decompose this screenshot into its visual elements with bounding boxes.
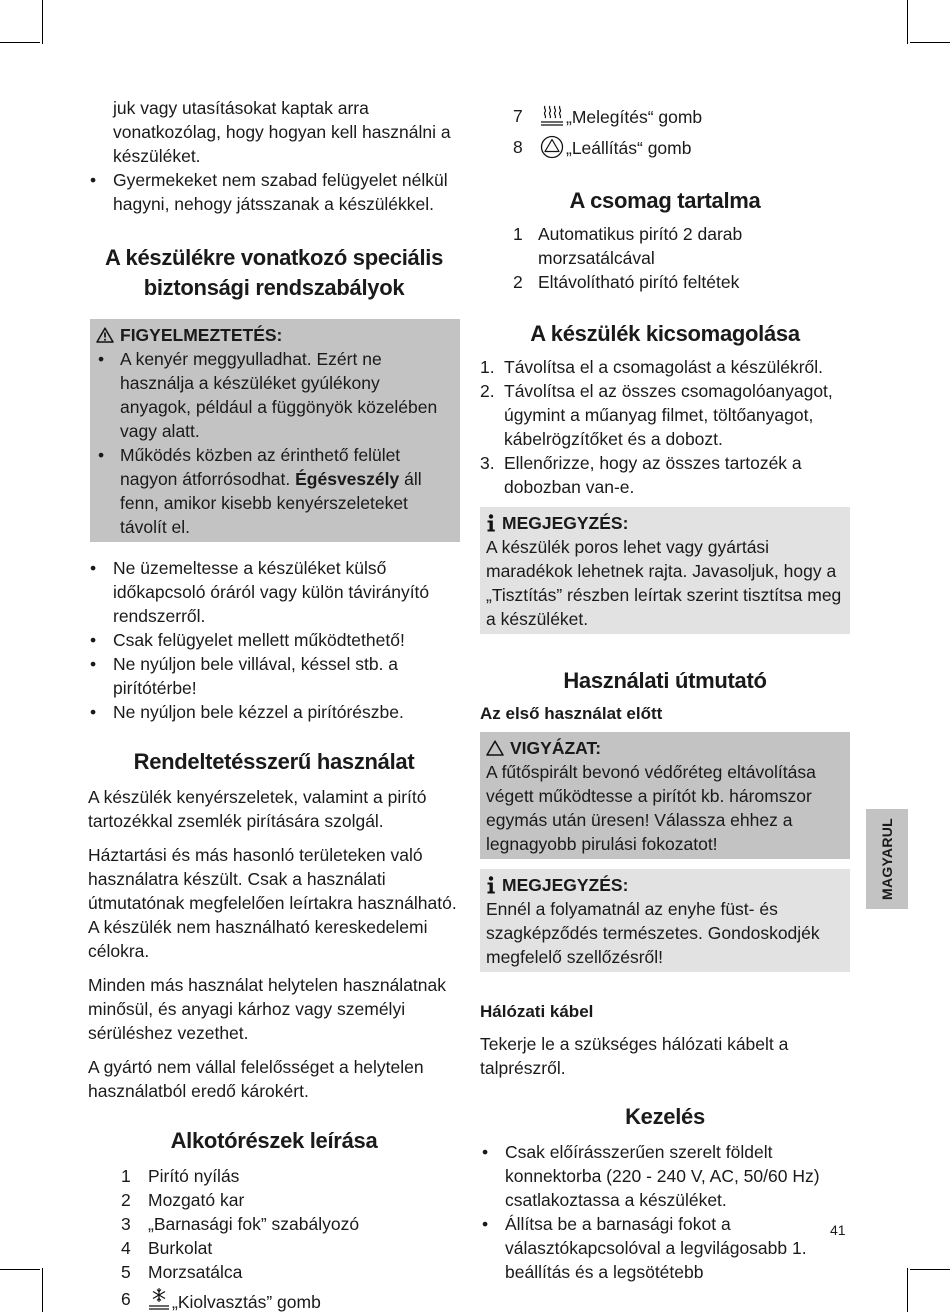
item-number: 2	[121, 1190, 131, 1210]
list-item	[480, 270, 850, 294]
defrost-icon	[148, 1287, 170, 1313]
list-item	[480, 104, 850, 129]
unpack-heading: A készülék kicsomagolása	[530, 321, 800, 346]
list-item	[480, 135, 850, 160]
burn-hazard-text: Égésveszély	[295, 469, 400, 489]
item-label: Burkolat	[148, 1238, 213, 1258]
crop-mark	[42, 0, 43, 44]
safety-heading-line2: biztonsági rendszabályok	[143, 275, 405, 300]
item-label: „Kiolvasztás” gomb	[172, 1292, 321, 1312]
warning-triangle-icon	[96, 327, 114, 343]
instructions-heading: Használati útmutató	[563, 668, 767, 693]
item-number: 8	[513, 137, 523, 157]
item-label: Eltávolítható pirító feltétek	[538, 272, 740, 292]
cable-text: Tekerje le a szükséges hálózati kábelt a talprészről.	[480, 1034, 789, 1078]
item-label: „Barnasági fok” szabályozó	[148, 1214, 360, 1234]
list-item: • Ne nyúljon bele kézzel a pirítórészbe.	[88, 700, 460, 724]
list-item: • Csak előírásszerűen szerelt földelt konnektorba (220 - 240 V, AC, 50/60 Hz) csatlakoztassa a készüléket.	[480, 1140, 850, 1212]
usage-paragraph: A gyártó nem vállal felelősséget a helytelen használatból eredő károkért.	[88, 1057, 424, 1101]
warning-text: Működés közben az érinthető felület nagyon átforrósodhat.	[120, 445, 401, 489]
list-item: • Csak felügyelet mellett működtethető!	[88, 628, 460, 652]
parts-heading: Alkotórészek leírása	[170, 1128, 378, 1153]
unpack-steps	[480, 355, 850, 499]
item-number: 3	[121, 1214, 131, 1234]
first-use-heading: Az első használat előtt	[480, 704, 663, 723]
list-item	[88, 1188, 460, 1212]
caution-text: A fűtőspirált bevonó védőréteg eltávolítása végett működtesse a pirítót kb. háromszor egymás után üresen! Válassza ehhez a legnagyobb pirulási fokozatot!	[486, 762, 816, 854]
list-item	[480, 355, 850, 379]
usage-paragraph: A készülék kenyérszeletek, valamint a pirító tartozékkal zsemlék pirítására szolgál.	[88, 787, 427, 831]
list-item	[96, 443, 454, 539]
note-box	[480, 869, 850, 972]
operation-heading: Kezelés	[625, 1104, 705, 1129]
list-item: • Gyermekeket nem szabad felügyelet nélkül hagyni, nehogy játsszanak a készülékkel.	[88, 168, 460, 216]
info-icon	[486, 876, 496, 894]
list-item: • Ne üzemeltesse a készüléket külső időkapcsoló óráról vagy külön távirányító rendszerről.	[88, 556, 460, 628]
list-item: • Ne nyúljon bele villával, késsel stb. a pirítótérbe!	[88, 652, 460, 700]
note-box	[480, 507, 850, 634]
safety-heading	[88, 243, 460, 303]
language-tab	[866, 809, 908, 909]
list-item	[88, 1260, 460, 1284]
info-icon	[486, 514, 496, 532]
item-number: 4	[121, 1238, 131, 1258]
item-label: „Leállítás“ gomb	[566, 138, 692, 158]
safety-bullets	[88, 556, 460, 724]
step-number: 2.	[480, 381, 495, 401]
note-text: Ennél a folyamatnál az enyhe füst- és szagképződés természetes. Gondoskodjék megfelelő szellőzésről!	[486, 899, 820, 967]
item-label: Pirító nyílás	[148, 1166, 240, 1186]
crop-mark	[0, 1269, 40, 1270]
item-number: 2	[513, 272, 523, 292]
page-number: 41	[830, 1222, 846, 1238]
list-item	[88, 1212, 460, 1236]
crop-mark	[907, 1268, 908, 1312]
list-item: • Állítsa be a barnasági fokot a választókapcsolóval a legvilágosabb 1. beállítás és a legsötétebb	[480, 1212, 850, 1284]
item-label: Automatikus pirító 2 darab morzsatálcával	[538, 224, 743, 268]
list-item	[480, 379, 850, 451]
parts-list	[88, 1164, 460, 1314]
package-heading: A csomag tartalma	[569, 188, 761, 213]
right-column	[480, 104, 850, 1284]
item-number: 5	[121, 1262, 131, 1282]
list-item: • A kenyér meggyulladhat. Ezért ne használja a készüléket gyúlékony anyagok, például a függönyök közelében vagy alatt.	[96, 347, 454, 443]
language-tab-label: MAGYARUL	[879, 818, 895, 900]
list-item	[88, 1164, 460, 1188]
caution-box	[480, 732, 850, 859]
crop-mark	[42, 1268, 43, 1312]
intro-bullets	[88, 168, 460, 216]
stop-icon	[540, 135, 564, 159]
list-item	[480, 222, 850, 270]
usage-heading: Rendeltetésszerű használat	[133, 749, 415, 774]
crop-mark	[910, 1269, 950, 1270]
parts-list-continued	[480, 104, 850, 160]
item-number: 1	[513, 224, 523, 244]
note-title	[486, 511, 844, 535]
warning-title-text: FIGYELMEZTETÉS:	[120, 325, 283, 345]
left-column	[88, 96, 460, 1314]
caution-title	[486, 736, 844, 760]
usage-paragraph: Minden más használat helytelen használatnak minősül, és anyagi kárhoz vagy személyi sérüléshez vezethet.	[88, 975, 446, 1043]
reheat-icon	[540, 104, 564, 128]
note-title	[486, 873, 844, 897]
warning-box	[90, 319, 460, 542]
intro-continuation: juk vagy utasításokat kaptak arra vonatkozólag, hogy hogyan kell használni a készüléket.	[113, 98, 451, 166]
crop-mark	[0, 42, 40, 43]
step-text: Ellenőrizze, hogy az összes tartozék a dobozban van-e.	[504, 453, 802, 497]
warning-text: áll fenn, amikor kisebb kenyérszeleteket távolít el.	[120, 469, 422, 537]
list-item	[480, 451, 850, 499]
caution-triangle-icon	[486, 740, 504, 756]
usage-paragraph: Háztartási és más hasonló területeken való használatra készült. Csak a használati útmutatónak megfelelően leírtakra használható. A készülék nem használható kereskedelemi célokra.	[88, 845, 457, 961]
note-text: A készülék poros lehet vagy gyártási maradékok lehetnek rajta. Javasoljuk, hogy a „Tisztítás” részben leírtak szerint tisztítsa meg a készüléket.	[486, 537, 842, 629]
warning-title	[96, 323, 454, 347]
cable-heading: Hálózati kábel	[480, 1002, 594, 1021]
item-number: 1	[121, 1166, 131, 1186]
step-number: 3.	[480, 453, 495, 473]
item-number: 7	[513, 106, 523, 126]
item-label: „Melegítés“ gomb	[566, 107, 703, 127]
operation-bullets	[480, 1140, 850, 1284]
list-item	[88, 1236, 460, 1260]
item-label: Morzsatálca	[148, 1262, 243, 1282]
warning-list	[96, 347, 454, 539]
package-list	[480, 222, 850, 294]
step-number: 1.	[480, 357, 495, 377]
note-title-text: MEGJEGYZÉS:	[502, 875, 629, 895]
caution-title-text: VIGYÁZAT:	[510, 738, 602, 758]
crop-mark	[910, 42, 950, 43]
step-text: Távolítsa el a csomagolást a készülékről.	[504, 357, 824, 377]
list-item	[88, 1287, 460, 1314]
item-number: 6	[121, 1289, 131, 1309]
item-label: Mozgató kar	[148, 1190, 245, 1210]
crop-mark	[907, 0, 908, 44]
note-title-text: MEGJEGYZÉS:	[502, 513, 629, 533]
step-text: Távolítsa el az összes csomagolóanyagot, úgymint a műanyag filmet, töltőanyagot, kábelrögzítőket és a dobozt.	[504, 381, 833, 449]
safety-heading-line1: A készülékre vonatkozó speciális	[104, 245, 444, 270]
